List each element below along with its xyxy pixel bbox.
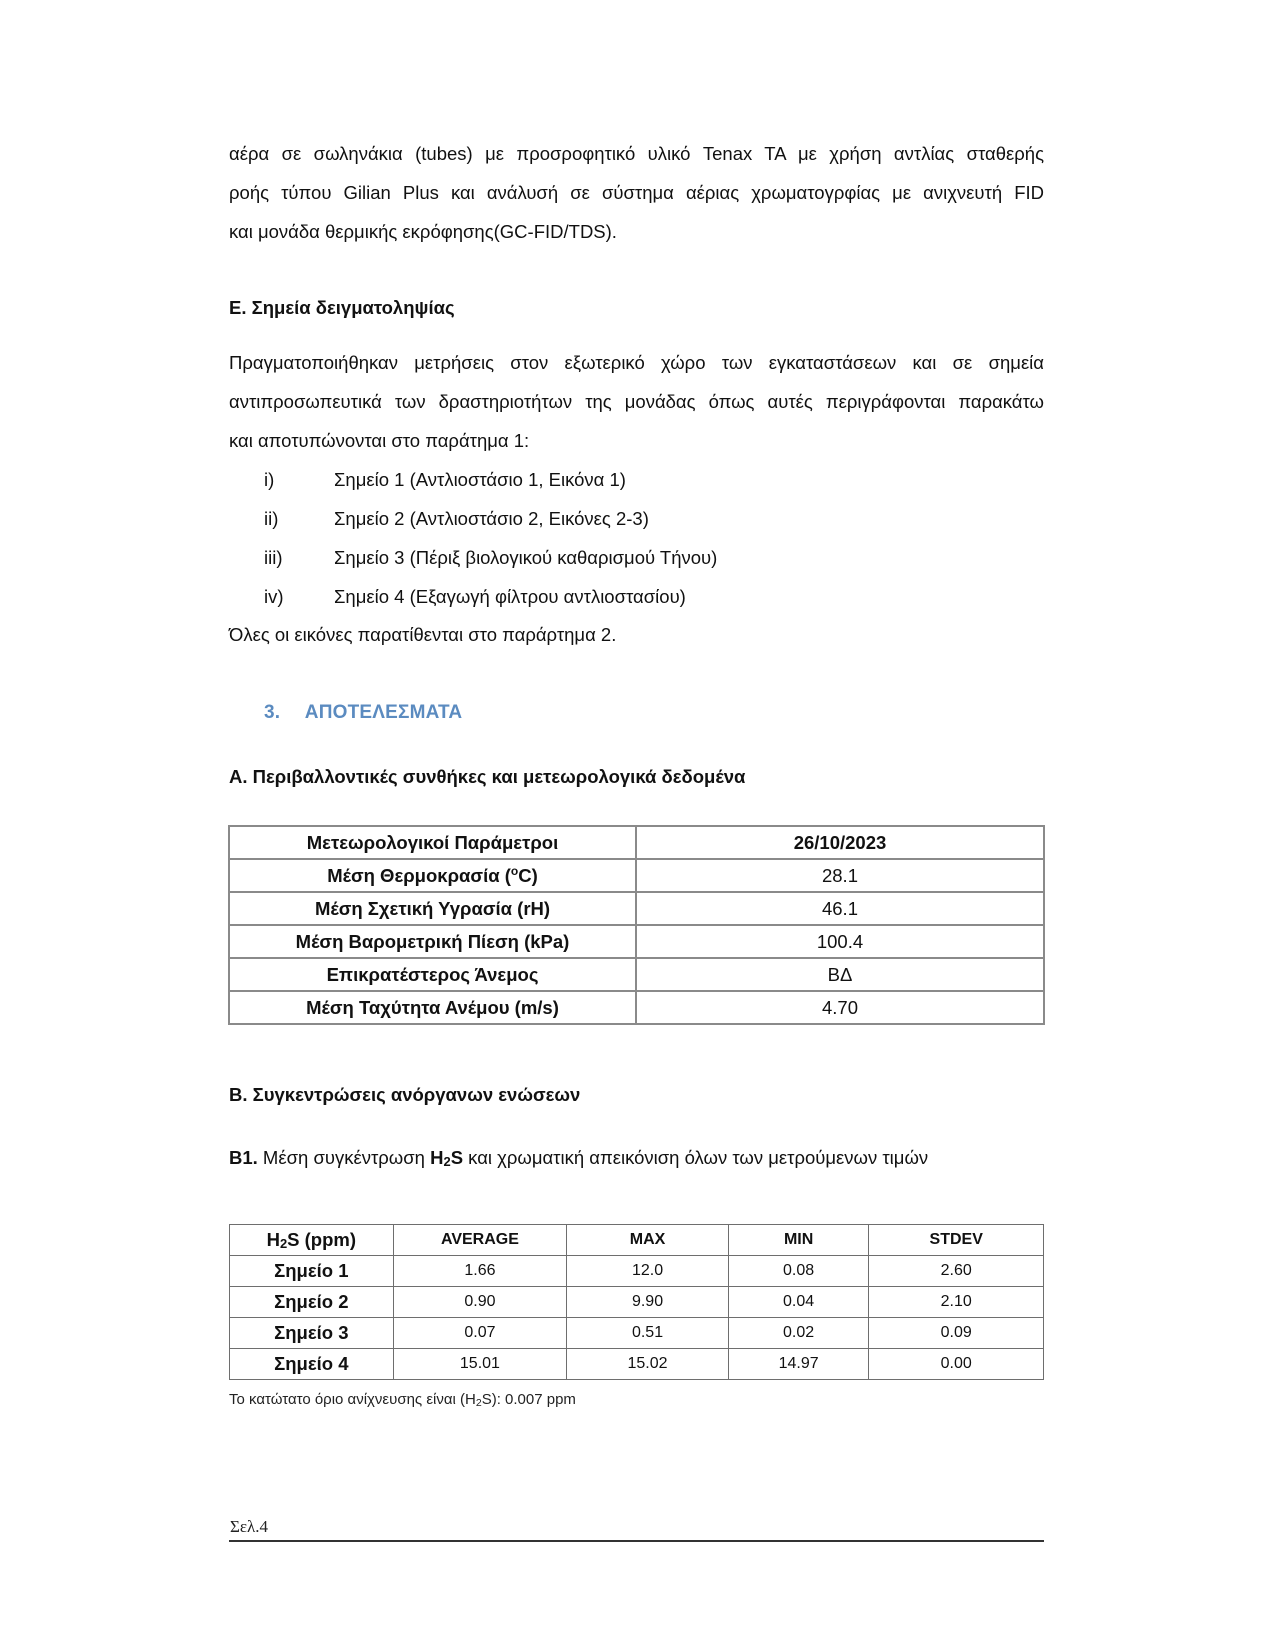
list-item-number: ii) (264, 508, 279, 529)
row-label: Μέση Σχετική Υγρασία (rH) (229, 892, 636, 925)
row-label: Σημείο 2 (230, 1287, 394, 1318)
cell-average: 1.66 (393, 1256, 567, 1287)
cell-max: 9.90 (567, 1287, 729, 1318)
cell-average: 15.01 (393, 1349, 567, 1380)
cell-stdev: 2.10 (869, 1287, 1044, 1318)
row-label: Μέση Ταχύτητα Ανέμου (m/s) (229, 991, 636, 1024)
note-subscript: 2 (475, 1397, 482, 1409)
formula-rest: S (ppm) (287, 1229, 357, 1250)
table-row (230, 1318, 1044, 1349)
cell-average: 0.07 (393, 1318, 567, 1349)
text-line: και μονάδα θερμικής εκρόφησης(GC-FID/TDS). (229, 221, 617, 242)
table-header-row (229, 826, 1044, 859)
cell-max: 12.0 (567, 1256, 729, 1287)
cell-stdev: 2.60 (869, 1256, 1044, 1287)
inorganic-heading: Β. Συγκεντρώσεις ανόργανων ενώσεων (229, 1084, 581, 1105)
formula-subscript: 2 (443, 1154, 451, 1169)
formula-subscript: 2 (279, 1236, 288, 1251)
intro-paragraph (229, 134, 1044, 251)
label-suffix: C) (518, 865, 538, 887)
table-header-row (230, 1225, 1044, 1256)
column-header: STDEV (869, 1225, 1044, 1256)
cell-stdev: 0.09 (869, 1318, 1044, 1349)
table-row (230, 1287, 1044, 1318)
label-superscript: o (510, 863, 519, 878)
table-row (229, 925, 1044, 958)
row-value: 4.70 (636, 991, 1044, 1024)
cell-max: 15.02 (567, 1349, 729, 1380)
b1-caption (229, 1147, 928, 1169)
b1-text-before: Μέση συγκέντρωση (257, 1147, 431, 1168)
row-label (229, 859, 636, 892)
meteo-heading: Α. Περιβαλλοντικές συνθήκες και μετεωρολογικά δεδομένα (229, 766, 746, 787)
cell-min: 0.04 (728, 1287, 869, 1318)
list-item-text: Σημείο 4 (Εξαγωγή φίλτρου αντλιοστασίου) (334, 586, 686, 607)
header-cell: 26/10/2023 (636, 826, 1044, 859)
cell-min: 14.97 (728, 1349, 869, 1380)
text-line: και αποτυπώνονται στο παράτημα 1: (229, 430, 530, 451)
cell-max: 0.51 (567, 1318, 729, 1349)
list-item-text: Σημείο 2 (Αντλιοστάσιο 2, Εικόνες 2-3) (334, 508, 649, 529)
corner-header-cell (230, 1225, 394, 1256)
section-title: ΑΠΟΤΕΛΕΣΜΑΤΑ (304, 702, 463, 723)
note-text-after: S): 0.007 ppm (481, 1391, 576, 1408)
table-row (229, 892, 1044, 925)
results-section-heading (264, 702, 462, 724)
column-header: AVERAGE (393, 1225, 567, 1256)
compound-formula (430, 1147, 463, 1168)
cell-min: 0.02 (728, 1318, 869, 1349)
row-label: Επικρατέστερος Άνεμος (229, 958, 636, 991)
footer-divider (229, 1540, 1044, 1542)
text-line: αέρα σε σωληνάκια (tubes) με προσροφητικό υλικό Tenax TA με χρήση αντλίας σταθερής (229, 143, 1044, 164)
note-text-before: Το κατώτατο όριο ανίχνευσης είναι (H (229, 1391, 476, 1408)
list-item-number: iii) (264, 547, 283, 568)
text-line: αντιπροσωπευτικά των δραστηριοτήτων της μονάδας όπως αυτές περιγράφονται παρακάτω (229, 391, 1044, 412)
text-line: ροής τύπου Gilian Plus και ανάλυσή σε σύστημα αέριας χρωματογρφίας με ανιχνευτή FID (229, 182, 1044, 203)
formula-s: S (450, 1147, 464, 1168)
row-value: 28.1 (636, 859, 1044, 892)
table-row (230, 1349, 1044, 1380)
row-label: Σημείο 4 (230, 1349, 394, 1380)
detection-limit-note (229, 1391, 576, 1408)
cell-average: 0.90 (393, 1287, 567, 1318)
table-row (230, 1256, 1044, 1287)
section-number: 3. (264, 702, 281, 723)
sampling-points-heading: Ε. Σημεία δειγματοληψίας (229, 297, 455, 318)
h2s-table (229, 1224, 1044, 1380)
table-row (229, 859, 1044, 892)
b1-text-after: και χρωματική απεικόνιση όλων των μετρούμενων τιμών (463, 1147, 929, 1168)
row-label: Σημείο 1 (230, 1256, 394, 1287)
row-value: 100.4 (636, 925, 1044, 958)
list-item-text: Σημείο 1 (Αντλιοστάσιο 1, Εικόνα 1) (334, 469, 626, 490)
row-value: 46.1 (636, 892, 1044, 925)
column-header: MIN (728, 1225, 869, 1256)
row-value: ΒΔ (636, 958, 1044, 991)
text-line: Πραγματοποιήθηκαν μετρήσεις στον εξωτερικό χώρο των εγκαταστάσεων και σε σημεία (229, 352, 1044, 373)
b1-prefix: Β1. (229, 1147, 258, 1168)
cell-stdev: 0.00 (869, 1349, 1044, 1380)
list-item-number: i) (264, 469, 275, 490)
meteo-table (228, 825, 1045, 1025)
sampling-points-closing: Όλες οι εικόνες παρατίθενται στο παράρτημα 2. (229, 624, 617, 645)
page-number: Σελ.4 (230, 1517, 269, 1536)
formula-h: H (430, 1147, 444, 1168)
row-label: Σημείο 3 (230, 1318, 394, 1349)
cell-min: 0.08 (728, 1256, 869, 1287)
header-cell: Μετεωρολογικοί Παράμετροι (229, 826, 636, 859)
sampling-points-paragraph (229, 343, 1044, 460)
column-header: MAX (567, 1225, 729, 1256)
list-item-text: Σημείο 3 (Πέριξ βιολογικού καθαρισμού Τήνου) (334, 547, 718, 568)
label-text: Μέση Θερμοκρασία ( (327, 865, 511, 887)
row-label: Μέση Βαρομετρική Πίεση (kPa) (229, 925, 636, 958)
table-row (229, 991, 1044, 1024)
formula-h: H (266, 1229, 280, 1250)
table-row (229, 958, 1044, 991)
list-item-number: iv) (264, 586, 284, 607)
